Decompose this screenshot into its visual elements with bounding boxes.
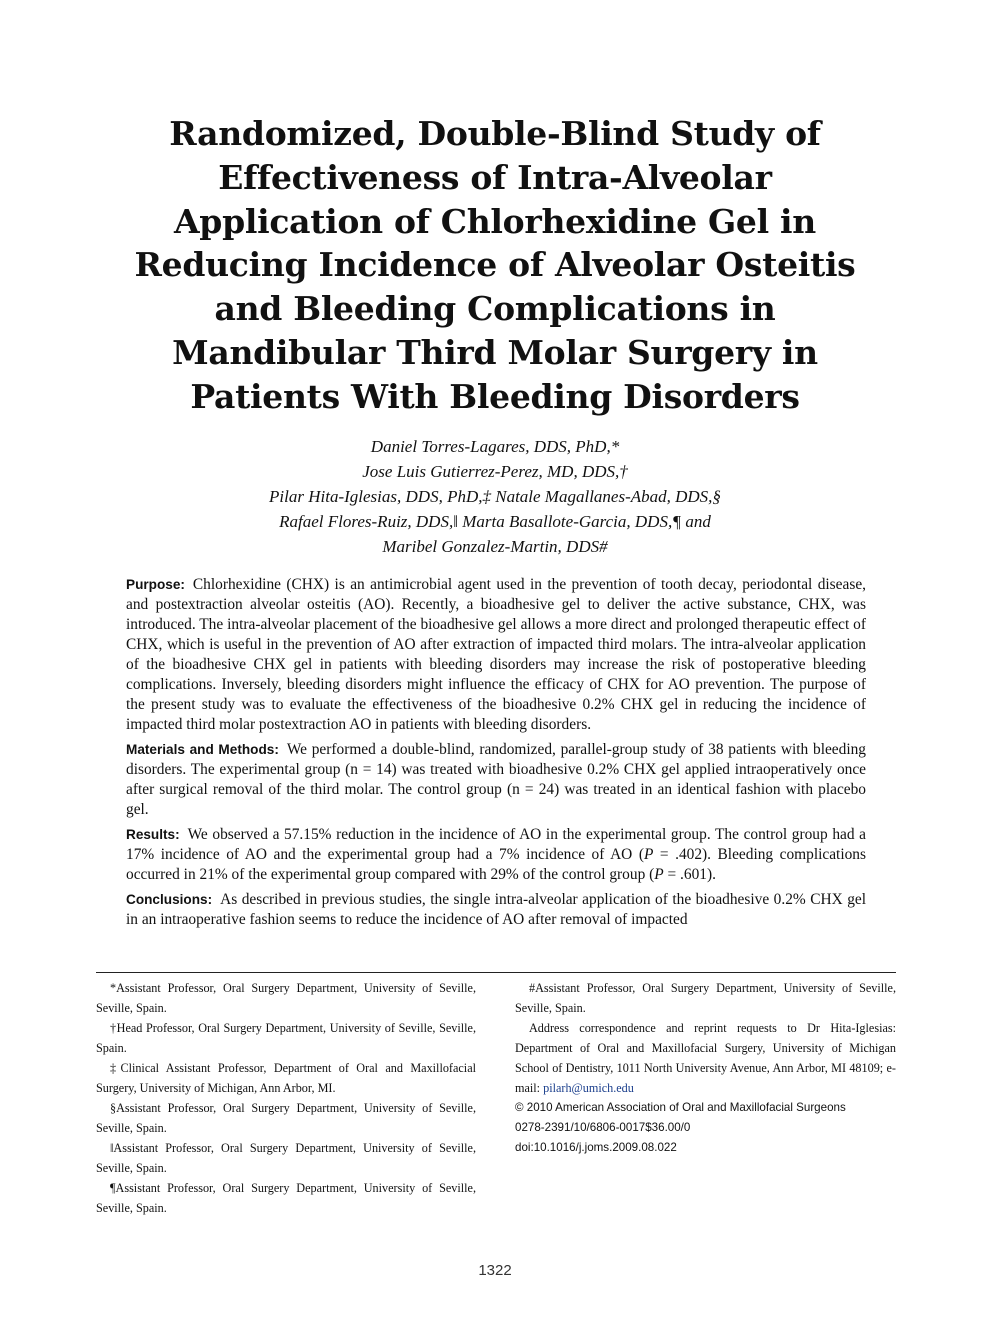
title-line: and Bleeding Complications in: [214, 289, 776, 329]
purpose-text: Chlorhexidine (CHX) is an antimicrobial agent used in the prevention of tooth decay, periodontal disease, and postextraction alveolar osteitis (AO). Recently, a bioadhesive gel to deliver the active substance, CHX, was introduced. The intra-alveolar placement of the bioadhesive gel allows a more direct and prolonged therapeutic effect of CHX, which is useful in the prevention of AO after extraction of impacted third molars. The intra-alveolar application of the bioadhesive CHX gel in patients with bleeding disorders may increase the risk of postoperative bleeding complications. Inversely, bleeding disorders might influence the efficacy of CHX for AO prevention. The purpose of the present study was to evaluate the effectiveness of the bioadhesive 0.2% CHX gel in reducing the incidence of impacted third molar postextraction AO in patients with bleeding disorders.: [126, 576, 866, 733]
title-line: Randomized, Double-Blind Study of: [169, 114, 821, 153]
doi-line: doi:10.1016/j.joms.2009.08.022: [515, 1141, 677, 1154]
purpose-label: Purpose:: [126, 577, 185, 592]
abstract-methods: [126, 740, 866, 820]
email-link[interactable]: pilarh@umich.edu: [543, 1081, 634, 1095]
abstract: [126, 575, 866, 935]
abstract-purpose: [126, 575, 866, 735]
footnotes-right-column: [515, 978, 896, 1158]
results-text-b: = .402). Bleeding complications occurred in 21% of the experimental group compared with 29% of the control group (: [126, 846, 866, 883]
p-value-symbol: P: [654, 866, 664, 883]
author-line: Maribel Gonzalez-Martin, DDS#: [382, 537, 608, 556]
title-line: Application of Chlorhexidine Gel in: [174, 201, 816, 241]
issn-line: 0278-2391/10/6806-0017$36.00/0: [515, 1121, 691, 1134]
footnote: *Assistant Professor, Oral Surgery Department, University of Seville, Seville, Spain.: [96, 981, 476, 1015]
correspondence-note: [515, 1018, 896, 1098]
title-line: Effectiveness of Intra-Alveolar: [218, 157, 772, 197]
title-line: Mandibular Third Molar Surgery in: [172, 332, 818, 372]
author-line: Pilar Hita-Iglesias, DDS, PhD,‡ Natale Magallanes-Abad, DDS,§: [269, 487, 721, 506]
footnote: ‖Assistant Professor, Oral Surgery Department, University of Seville, Seville, Spain.: [96, 1141, 476, 1175]
abstract-results: [126, 825, 866, 885]
footnote: #Assistant Professor, Oral Surgery Department, University of Seville, Seville, Spain.: [515, 981, 896, 1015]
abstract-conclusions: [126, 890, 866, 930]
page-number: 1322: [478, 1262, 512, 1279]
footnotes-left-column: [96, 978, 476, 1218]
results-text-c: = .601).: [663, 866, 716, 883]
author-list: [120, 434, 870, 559]
author-line: Jose Luis Gutierrez-Perez, MD, DDS,†: [362, 462, 628, 481]
article-title: [120, 112, 870, 419]
footnote: §Assistant Professor, Oral Surgery Department, University of Seville, Seville, Spain.: [96, 1101, 476, 1135]
footnote: †Head Professor, Oral Surgery Department, University of Seville, Seville, Spain.: [96, 1021, 476, 1055]
correspondence-text: Address correspondence and reprint requests to Dr Hita-Iglesias: Department of Oral and Maxillofacial Surgery, University of Michigan School of Dentistry, 1011 North University Avenue, Ann Arbor, MI 48109; e-mail:: [515, 1021, 896, 1095]
conclusions-label: Conclusions:: [126, 892, 213, 907]
footnote: ‡Clinical Assistant Professor, Department of Oral and Maxillofacial Surgery, University of Michigan, Ann Arbor, MI.: [96, 1061, 476, 1095]
methods-label: Materials and Methods:: [126, 742, 279, 757]
title-line: Patients With Bleeding Disorders: [190, 376, 800, 416]
footnote: ¶Assistant Professor, Oral Surgery Department, University of Seville, Seville, Spain.: [96, 1181, 476, 1215]
p-value-symbol: P: [643, 846, 654, 863]
methods-text: We performed a double-blind, randomized, parallel-group study of 38 patients with bleeding disorders. The experimental group (n = 14) was treated with bioadhesive 0.2% CHX gel applied intraoperatively once after surgical removal of the third molar. The control group (n = 24) was treated in an identical fashion with placebo gel.: [126, 741, 866, 818]
title-line: Reducing Incidence of Alveolar Osteitis: [134, 245, 856, 285]
author-line: Daniel Torres-Lagares, DDS, PhD,*: [370, 437, 620, 456]
conclusions-text: As described in previous studies, the single intra-alveolar application of the bioadhesive 0.2% CHX gel in an intraoperative fashion seems to reduce the incidence of AO after removal of impacted: [126, 891, 866, 928]
results-label: Results:: [126, 827, 180, 842]
results-text-a: We observed a 57.15% reduction in the incidence of AO in the experimental group. The control group had a 17% incidence of AO and the experimental group had a 7% incidence of AO (: [126, 826, 866, 863]
footnote-divider: [96, 972, 896, 973]
copyright-line: © 2010 American Association of Oral and Maxillofacial Surgeons: [515, 1101, 846, 1114]
author-line: Rafael Flores-Ruiz, DDS,‖ Marta Basallote-Garcia, DDS,¶ and: [279, 512, 711, 531]
